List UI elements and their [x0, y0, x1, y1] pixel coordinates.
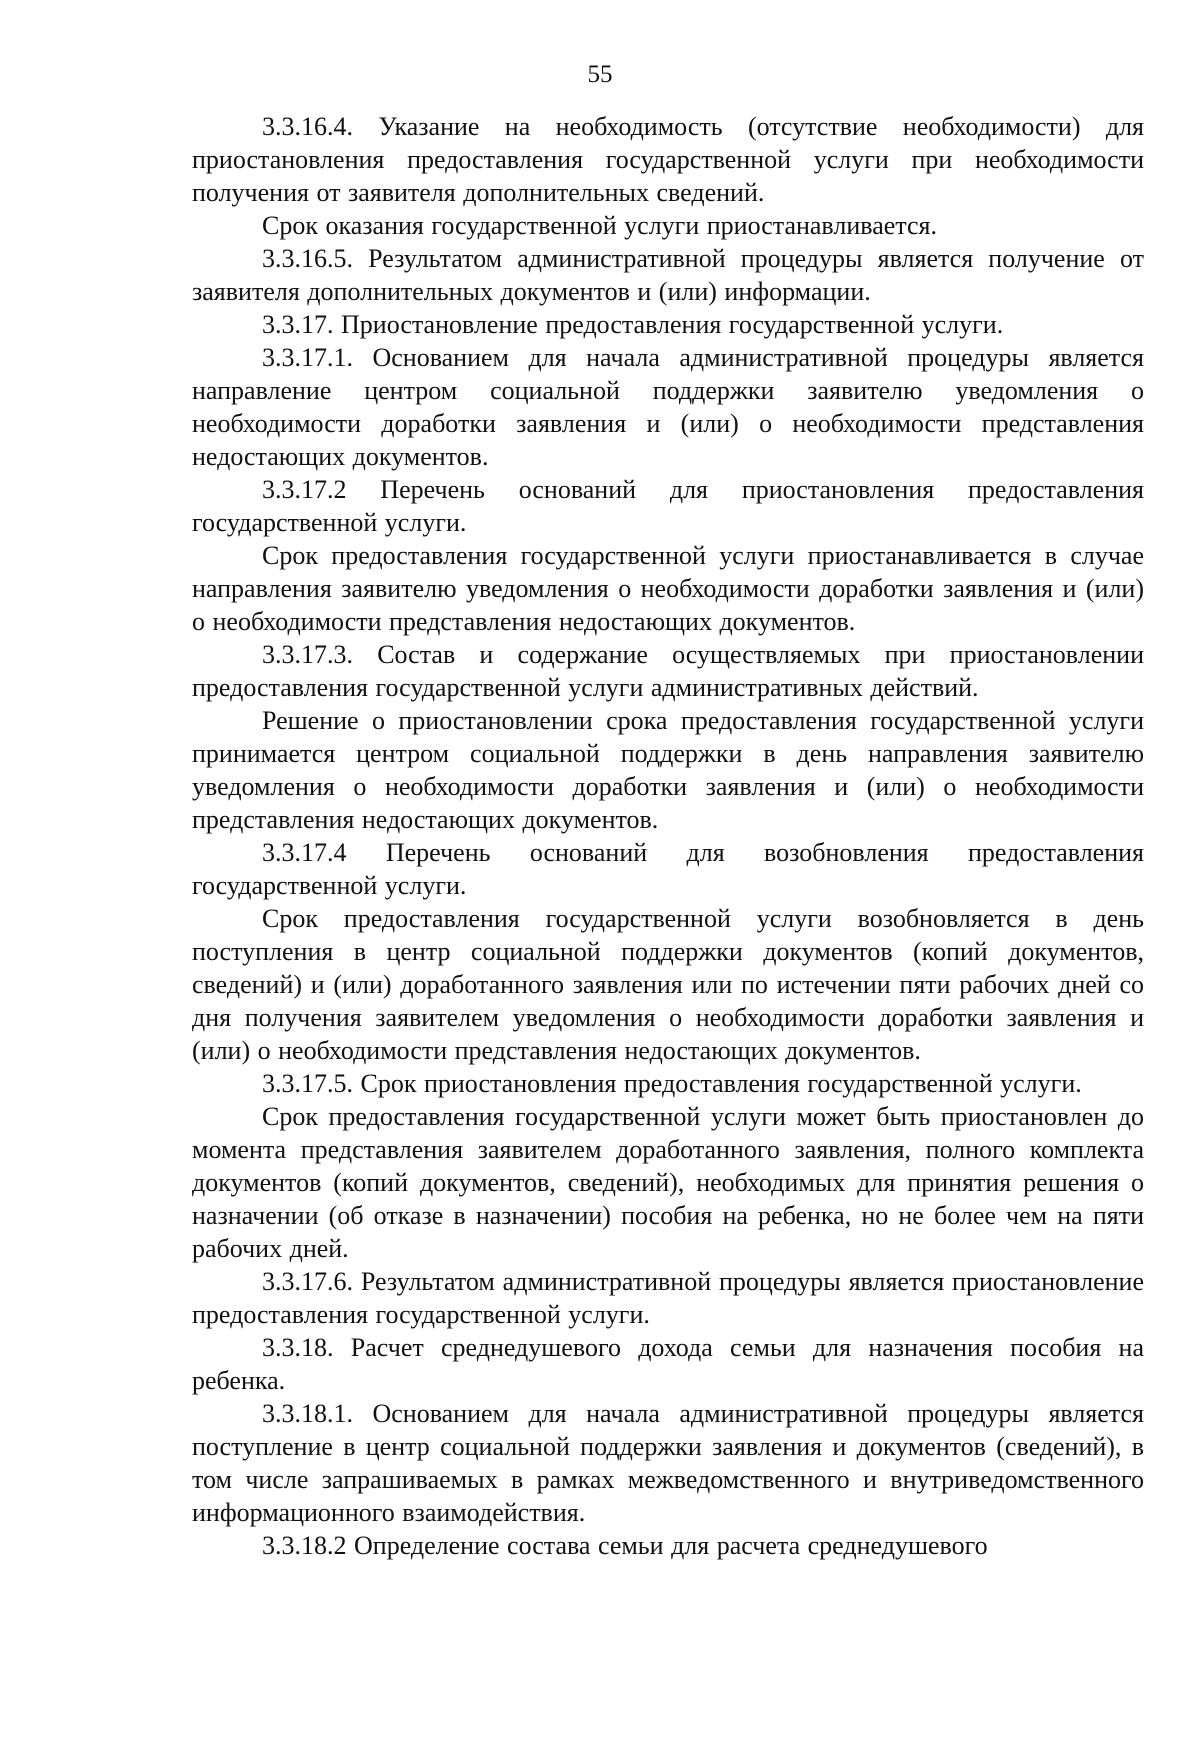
- paragraph-3-3-18-2: 3.3.18.2 Определение состава семьи для расчета среднедушевого: [262, 1531, 988, 1560]
- paragraph-3-3-17-1: 3.3.17.1. Основанием для начала административной процедуры является направление центром социальной поддержки заявителю уведомления о необходимости доработки заявления и (или) о необходимости представления недостающих документов.: [192, 343, 1144, 471]
- paragraph-3-3-17-4: 3.3.17.4 Перечень оснований для возобновления предоставления государственной услуги.: [192, 838, 1144, 900]
- paragraph-3-3-17-3: 3.3.17.3. Состав и содержание осуществляемых при приостановлении предоставления государственной услуги административных действий.: [192, 640, 1144, 702]
- paragraph-service-term-suspended: Срок оказания государственной услуги приостанавливается.: [262, 211, 937, 240]
- paragraph-suspension-term: Срок предоставления государственной услуги может быть приостановлен до момента представления заявителем доработанного заявления, полного комплекта документов (копий документов, сведений), необходимых для принятия решения о назначении (об отказе в назначении) пособия на ребенка, но не более чем на пяти рабочих дней.: [192, 1102, 1144, 1263]
- paragraph-suspension-case: Срок предоставления государственной услуги приостанавливается в случае направления заявителю уведомления о необходимости доработки заявления и (или) о необходимости представления недостающих документов.: [192, 541, 1144, 636]
- paragraph-3-3-18-1: 3.3.18.1. Основанием для начала административной процедуры является поступление в центр социальной поддержки заявления и документов (сведений), в том числе запрашиваемых в рамках межведомственного и внутриведомственного информационного взаимодействия.: [192, 1399, 1144, 1527]
- paragraph-3-3-16-4: 3.3.16.4. Указание на необходимость (отсутствие необходимости) для приостановления предоставления государственной услуги при необходимости получения от заявителя дополнительных сведений.: [192, 112, 1144, 207]
- paragraph-3-3-17-6: 3.3.17.6. Результатом административной процедуры является приостановление предоставления государственной услуги.: [192, 1267, 1144, 1329]
- paragraph-3-3-17-2: 3.3.17.2 Перечень оснований для приостановления предоставления государственной услуги.: [192, 475, 1144, 537]
- paragraph-3-3-17: 3.3.17. Приостановление предоставления государственной услуги.: [262, 310, 1004, 339]
- paragraph-3-3-17-5: 3.3.17.5. Срок приостановления предоставления государственной услуги.: [262, 1069, 1082, 1098]
- page-number: 55: [587, 61, 613, 88]
- paragraph-suspension-decision: Решение о приостановлении срока предоставления государственной услуги принимается центром социальной поддержки в день направления заявителю уведомления о необходимости доработки заявления и (или) о необходимости представления недостающих документов.: [192, 706, 1144, 834]
- paragraph-resumption: Срок предоставления государственной услуги возобновляется в день поступления в центр социальной поддержки документов (копий документов, сведений) и (или) доработанного заявления или по истечении пяти рабочих дней со дня получения заявителем уведомления о необходимости доработки заявления и (или) о необходимости представления недостающих документов.: [192, 904, 1144, 1065]
- paragraph-3-3-16-5: 3.3.16.5. Результатом административной процедуры является получение от заявителя дополнительных документов и (или) информации.: [192, 244, 1144, 306]
- paragraph-3-3-18: 3.3.18. Расчет среднедушевого дохода семьи для назначения пособия на ребенка.: [192, 1333, 1144, 1395]
- document-body: [192, 110, 1144, 1562]
